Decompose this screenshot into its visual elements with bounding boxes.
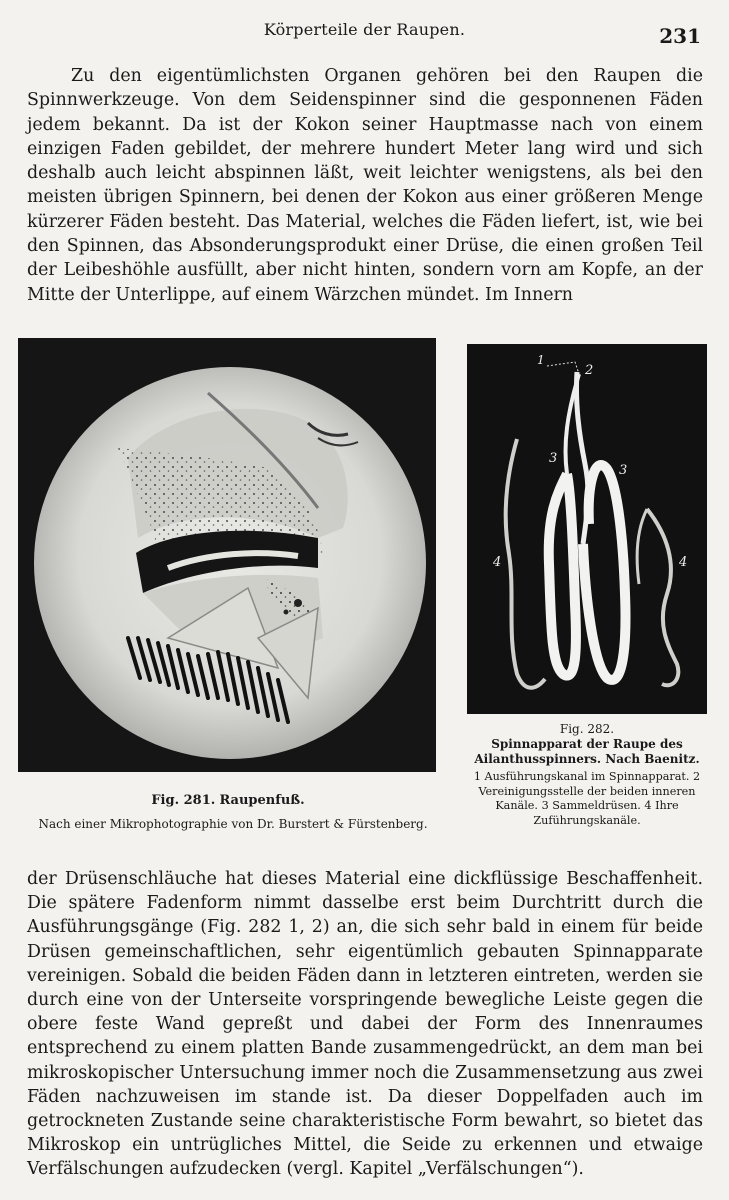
running-head	[0, 18, 729, 48]
drawing-label-2: 2	[585, 363, 594, 378]
fig282-drawing	[467, 344, 707, 714]
fig281-title: Raupenfuß.	[219, 793, 305, 808]
fig282-title: Spinnapparat der Raupe des Ailanthusspinners.	[474, 737, 683, 766]
micrograph-illustration	[18, 338, 436, 772]
drawing-label-4-left: 4	[493, 555, 502, 570]
legend-item-3: 3 Sammeldrüsen.	[541, 799, 641, 812]
fig282-legend	[462, 770, 712, 828]
fig281-label: Fig. 281.	[151, 793, 216, 808]
fig282-source: Nach Baenitz.	[605, 752, 700, 766]
drawing-label-3-left: 3	[549, 451, 558, 466]
spinning-apparatus-illustration	[467, 344, 707, 714]
fig281-caption	[18, 792, 438, 810]
legend-item-2: 2 Vereinigungsstelle der beiden inneren Kanäle.	[478, 770, 701, 812]
page-number: 231	[659, 24, 701, 48]
paragraph-bottom: der Drüsenschläuche hat dieses Material eine dickflüssige Beschaffenheit. Die spätere Fadenform nimmt dasselbe erst beim Durchtritt durch die Ausführungsgänge (Fig. 282 1, 2) an, die sich sehr bald in einem für beide Drüsen gemeinschaftlichen, sehr eigentümlich gebauten Spinnapparate vereinigen. Sobald die beiden Fäden dann in letzteren eintreten, werden sie durch eine von der Unterseite vorspringende bewegliche Leiste gegen die obere feste Wand gepreßt und dabei der Form des Innenraumes entsprechend zu einem platten Bande zusammengedrückt, an dem man bei mikroskopischer Untersuchung immer noch die Zusammensetzung aus zwei Fäden nachzuweisen im stande ist. Da dieser Doppelfaden auch im getrockneten Zustande seine charakteristische Form bewahrt, so bietet das Mikroskop ein untrügliches Mittel, die Seide zu erkennen und etwaige Verfälschungen aufzudecken (vergl. Kapitel „Verfälschungen“).	[27, 869, 703, 1180]
fig281-credit: Nach einer Mikrophotographie von Dr. Burstert & Fürstenberg.	[38, 817, 428, 831]
paragraph-top: Zu den eigentümlichsten Organen gehören bei den Raupen die Spinnwerkzeuge. Von dem Seidenspinner sind die gesponnenen Fäden jedem bekannt. Da ist der Kokon seiner Hauptmasse nach von einem einzigen Faden gebildet, der mehrere hundert Meter lang wird und sich deshalb auch leicht abspinnen läßt, weit leichter wenigstens, als bei den meisten übrigen Spinnern, bei denen der Kokon aus einer größeren Menge kürzerer Fäden besteht. Das Material, welches die Fäden liefert, ist, wie bei den Spinnen, das Absonderungsprodukt einer Drüse, die einen großen Teil der Leibeshöhle ausfüllt, aber nicht hinten, sondern vorn am Kopfe, an der Mitte der Unterlippe, auf einem Wärzchen mündet. Im Innern	[27, 66, 703, 305]
fig282-caption	[462, 722, 712, 767]
legend-item-4: 4 Ihre Zuführungskanäle.	[533, 799, 679, 827]
legend-item-1: 1 Ausführungskanal im Spinnapparat.	[473, 770, 690, 783]
running-title: Körperteile der Raupen.	[263, 20, 466, 39]
drawing-label-4-right: 4	[679, 555, 688, 570]
drawing-label-3-right: 3	[619, 463, 628, 478]
fig282-label: Fig. 282.	[559, 722, 615, 736]
drawing-label-1: 1	[537, 353, 545, 367]
fig281-micrograph	[18, 338, 436, 772]
